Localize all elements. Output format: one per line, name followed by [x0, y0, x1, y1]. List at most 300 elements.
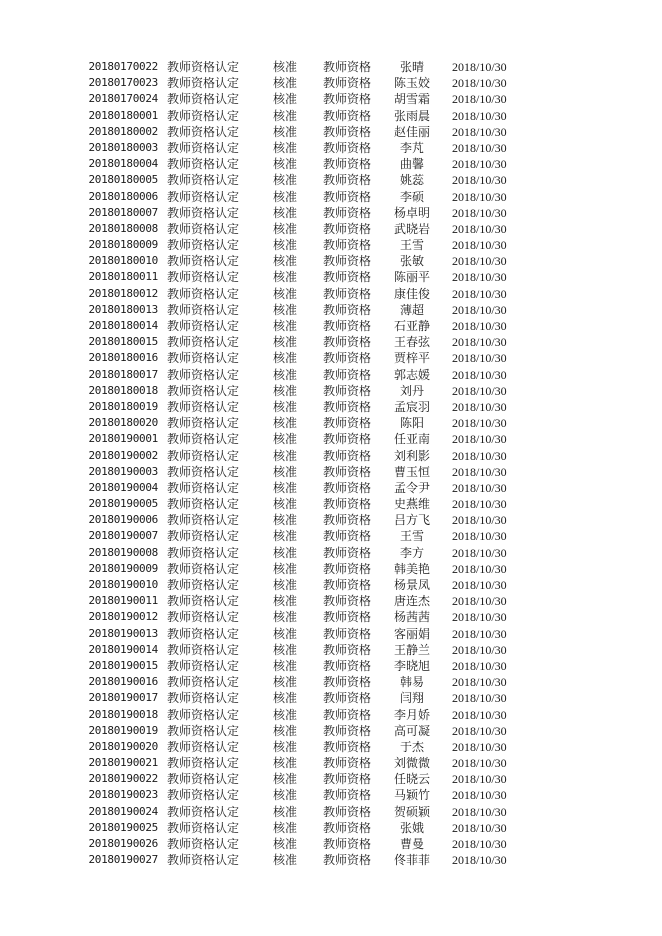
table-row: [0, 577, 662, 593]
matter-type-cell: 教师资格认定: [167, 60, 240, 74]
application-id-cell: 20180180004: [88, 157, 158, 171]
category-cell: 教师资格: [323, 60, 372, 74]
application-id-cell: 20180190002: [88, 448, 158, 462]
applicant-name-cell: 贾梓平: [393, 351, 430, 366]
date-cell: 2018/10/30: [452, 221, 507, 236]
applicant-name-cell: 曹曼: [399, 837, 424, 851]
table-row: [0, 415, 662, 431]
date-cell: 2018/10/30: [452, 529, 507, 544]
date-cell: 2018/10/30: [452, 723, 507, 738]
category-cell: 教师资格: [323, 205, 372, 220]
application-id-cell: 20180180015: [88, 335, 158, 349]
category-cell: 教师资格: [323, 658, 372, 673]
category-cell: 教师资格: [323, 286, 372, 301]
application-id-cell: 20180190023: [88, 788, 158, 802]
applicant-name-cell: 孟令尹: [393, 480, 430, 495]
result-cell: 核准: [273, 286, 298, 301]
category-cell: 教师资格: [323, 675, 372, 690]
application-id-cell: 20180190022: [88, 772, 158, 786]
table-row: [0, 480, 662, 496]
applicant-name-cell: 姚蕊: [399, 173, 424, 188]
result-cell: 核准: [273, 108, 298, 123]
applicant-name-cell: 刘利影: [393, 448, 430, 463]
applicant-name-cell: 高可凝: [393, 723, 430, 738]
table-row: [0, 836, 662, 852]
matter-type-cell: 教师资格认定: [167, 837, 240, 851]
category-cell: 教师资格: [323, 351, 372, 366]
application-id-cell: 20180180020: [88, 416, 158, 430]
application-id-cell: 20180190025: [88, 820, 158, 834]
table-row: [0, 399, 662, 415]
applicant-name-cell: 王静兰: [393, 642, 430, 657]
result-cell: 核准: [273, 513, 298, 528]
result-cell: 核准: [273, 788, 298, 803]
result-cell: 核准: [273, 480, 298, 495]
matter-type-cell: 教师资格认定: [167, 480, 240, 495]
application-id-cell: 20180190001: [88, 432, 158, 446]
applicant-name-cell: 陈玉姣: [393, 76, 430, 91]
category-cell: 教师资格: [323, 578, 372, 592]
result-cell: 核准: [273, 578, 298, 592]
applicant-name-cell: 张雨晨: [393, 108, 430, 123]
table-row: [0, 237, 662, 253]
category-cell: 教师资格: [323, 723, 372, 738]
category-cell: 教师资格: [323, 416, 372, 431]
matter-type-cell: 教师资格认定: [167, 626, 240, 641]
application-id-cell: 20180190014: [88, 642, 158, 656]
result-cell: 核准: [273, 76, 298, 91]
date-cell: 2018/10/30: [452, 626, 507, 641]
date-cell: 2018/10/30: [452, 642, 507, 657]
table-row: [0, 723, 662, 739]
category-cell: 教师资格: [323, 108, 372, 123]
application-id-cell: 20180190021: [88, 756, 158, 770]
result-cell: 核准: [273, 594, 298, 609]
table-row: [0, 269, 662, 285]
table-row: [0, 221, 662, 237]
table-row: [0, 561, 662, 577]
category-cell: 教师资格: [323, 610, 372, 625]
applicant-name-cell: 张敏: [399, 254, 424, 269]
result-cell: 核准: [273, 60, 298, 74]
matter-type-cell: 教师资格认定: [167, 642, 240, 657]
applicant-name-cell: 郭志媛: [393, 367, 430, 382]
applicant-name-cell: 武晓岩: [393, 221, 430, 236]
category-cell: 教师资格: [323, 76, 372, 91]
date-cell: 2018/10/30: [452, 302, 507, 317]
application-id-cell: 20180190020: [88, 739, 158, 753]
result-cell: 核准: [273, 335, 298, 350]
result-cell: 核准: [273, 529, 298, 544]
result-cell: 核准: [273, 820, 298, 835]
matter-type-cell: 教师资格认定: [167, 416, 240, 431]
applicant-name-cell: 曹玉恒: [393, 464, 430, 479]
matter-type-cell: 教师资格认定: [167, 173, 240, 188]
table-row: [0, 108, 662, 124]
table-row: [0, 626, 662, 642]
date-cell: 2018/10/30: [452, 60, 507, 74]
category-cell: 教师资格: [323, 804, 372, 819]
date-cell: 2018/10/30: [452, 254, 507, 269]
application-id-cell: 20180190010: [88, 578, 158, 591]
applicant-name-cell: 胡雪霜: [393, 92, 430, 107]
table-row: [0, 172, 662, 188]
date-cell: 2018/10/30: [452, 853, 507, 868]
table-row: [0, 755, 662, 771]
application-id-cell: 20180180009: [88, 238, 158, 252]
applicant-name-cell: 马颖竹: [393, 788, 430, 803]
table-row: [0, 593, 662, 609]
date-cell: 2018/10/30: [452, 140, 507, 155]
applicant-name-cell: 李晓旭: [393, 658, 430, 673]
result-cell: 核准: [273, 739, 298, 754]
category-cell: 教师资格: [323, 739, 372, 754]
date-cell: 2018/10/30: [452, 610, 507, 625]
application-id-cell: 20180180005: [88, 173, 158, 187]
matter-type-cell: 教师资格认定: [167, 707, 240, 722]
application-id-cell: 20180180019: [88, 399, 158, 413]
matter-type-cell: 教师资格认定: [167, 464, 240, 479]
result-cell: 核准: [273, 173, 298, 188]
applicant-name-cell: 康佳俊: [393, 286, 430, 301]
date-cell: 2018/10/30: [452, 594, 507, 609]
result-cell: 核准: [273, 399, 298, 414]
matter-type-cell: 教师资格认定: [167, 351, 240, 366]
result-cell: 核准: [273, 610, 298, 625]
table-row: [0, 253, 662, 269]
applicant-name-cell: 曲馨: [399, 157, 424, 172]
matter-type-cell: 教师资格认定: [167, 286, 240, 301]
matter-type-cell: 教师资格认定: [167, 238, 240, 253]
matter-type-cell: 教师资格认定: [167, 756, 240, 771]
category-cell: 教师资格: [323, 319, 372, 333]
table-row: [0, 771, 662, 787]
date-cell: 2018/10/30: [452, 464, 507, 479]
matter-type-cell: 教师资格认定: [167, 319, 240, 333]
result-cell: 核准: [273, 140, 298, 155]
applicant-name-cell: 任晓云: [393, 772, 430, 787]
matter-type-cell: 教师资格认定: [167, 529, 240, 544]
category-cell: 教师资格: [323, 626, 372, 641]
applicant-name-cell: 陈丽平: [393, 270, 430, 285]
result-cell: 核准: [273, 561, 298, 576]
result-cell: 核准: [273, 626, 298, 641]
matter-type-cell: 教师资格认定: [167, 497, 240, 512]
result-cell: 核准: [273, 691, 298, 706]
table-row: [0, 545, 662, 561]
result-cell: 核准: [273, 464, 298, 479]
result-cell: 核准: [273, 432, 298, 447]
matter-type-cell: 教师资格认定: [167, 76, 240, 91]
applicant-name-cell: 赵佳丽: [393, 124, 430, 139]
matter-type-cell: 教师资格认定: [167, 788, 240, 803]
matter-type-cell: 教师资格认定: [167, 658, 240, 673]
date-cell: 2018/10/30: [452, 707, 507, 722]
result-cell: 核准: [273, 383, 298, 398]
matter-type-cell: 教师资格认定: [167, 691, 240, 706]
date-cell: 2018/10/30: [452, 319, 507, 333]
matter-type-cell: 教师资格认定: [167, 578, 240, 592]
result-cell: 核准: [273, 837, 298, 851]
matter-type-cell: 教师资格认定: [167, 820, 240, 835]
category-cell: 教师资格: [323, 561, 372, 576]
application-id-cell: 20180180002: [88, 124, 158, 138]
matter-type-cell: 教师资格认定: [167, 594, 240, 609]
category-cell: 教师资格: [323, 270, 372, 285]
application-id-cell: 20180190024: [88, 804, 158, 818]
category-cell: 教师资格: [323, 367, 372, 382]
matter-type-cell: 教师资格认定: [167, 723, 240, 738]
applicant-name-cell: 贺硕颖: [393, 804, 430, 819]
category-cell: 教师资格: [323, 254, 372, 269]
application-id-cell: 20180180012: [88, 286, 158, 300]
table-row: [0, 496, 662, 512]
applicant-name-cell: 李方: [399, 545, 424, 560]
application-id-cell: 20180190006: [88, 513, 158, 527]
application-id-cell: 20180180013: [88, 302, 158, 316]
application-id-cell: 20180180014: [88, 319, 158, 332]
date-cell: 2018/10/30: [452, 497, 507, 512]
result-cell: 核准: [273, 545, 298, 560]
category-cell: 教师资格: [323, 594, 372, 609]
matter-type-cell: 教师资格认定: [167, 367, 240, 382]
category-cell: 教师资格: [323, 545, 372, 560]
result-cell: 核准: [273, 497, 298, 512]
applicant-name-cell: 孟宸羽: [393, 399, 430, 414]
date-cell: 2018/10/30: [452, 561, 507, 576]
result-cell: 核准: [273, 221, 298, 236]
result-cell: 核准: [273, 319, 298, 333]
table-row: [0, 609, 662, 625]
result-cell: 核准: [273, 658, 298, 673]
matter-type-cell: 教师资格认定: [167, 448, 240, 463]
category-cell: 教师资格: [323, 335, 372, 350]
application-id-cell: 20180190016: [88, 675, 158, 689]
result-cell: 核准: [273, 707, 298, 722]
table-row: [0, 189, 662, 205]
category-cell: 教师资格: [323, 189, 372, 204]
category-cell: 教师资格: [323, 529, 372, 544]
application-id-cell: 20180190007: [88, 529, 158, 543]
matter-type-cell: 教师资格认定: [167, 675, 240, 690]
table-row: [0, 739, 662, 755]
matter-type-cell: 教师资格认定: [167, 739, 240, 754]
matter-type-cell: 教师资格认定: [167, 108, 240, 123]
application-id-cell: 20180190003: [88, 464, 158, 478]
table-row: [0, 852, 662, 868]
applicant-name-cell: 杨景凤: [393, 578, 430, 592]
application-id-cell: 20180170024: [88, 92, 158, 106]
applicant-name-cell: 张晴: [399, 60, 424, 74]
table-row: [0, 512, 662, 528]
applicant-name-cell: 陈阳: [399, 416, 424, 431]
date-cell: 2018/10/30: [452, 578, 507, 592]
category-cell: 教师资格: [323, 691, 372, 706]
table-row: [0, 464, 662, 480]
matter-type-cell: 教师资格认定: [167, 189, 240, 204]
application-id-cell: 20180180017: [88, 367, 158, 381]
applicant-name-cell: 薄超: [399, 302, 424, 317]
table-row: [0, 431, 662, 447]
matter-type-cell: 教师资格认定: [167, 610, 240, 625]
application-id-cell: 20180180011: [88, 270, 158, 284]
table-row: [0, 156, 662, 172]
category-cell: 教师资格: [323, 772, 372, 787]
table-row: [0, 383, 662, 399]
table-row: [0, 318, 662, 334]
applicant-name-cell: 任亚南: [393, 432, 430, 447]
application-id-cell: 20180170023: [88, 76, 158, 90]
date-cell: 2018/10/30: [452, 804, 507, 819]
application-id-cell: 20180190005: [88, 497, 158, 511]
matter-type-cell: 教师资格认定: [167, 804, 240, 819]
category-cell: 教师资格: [323, 383, 372, 398]
application-id-cell: 20180190013: [88, 626, 158, 640]
result-cell: 核准: [273, 124, 298, 139]
category-cell: 教师资格: [323, 480, 372, 495]
date-cell: 2018/10/30: [452, 691, 507, 706]
matter-type-cell: 教师资格认定: [167, 399, 240, 414]
date-cell: 2018/10/30: [452, 367, 507, 382]
applicant-name-cell: 王春弦: [393, 335, 430, 350]
application-id-cell: 20180190026: [88, 837, 158, 850]
result-cell: 核准: [273, 675, 298, 690]
application-id-cell: 20180190015: [88, 658, 158, 672]
table-row: [0, 820, 662, 836]
category-cell: 教师资格: [323, 238, 372, 253]
result-cell: 核准: [273, 367, 298, 382]
application-id-cell: 20180190027: [88, 853, 158, 867]
matter-type-cell: 教师资格认定: [167, 545, 240, 560]
category-cell: 教师资格: [323, 788, 372, 803]
table-row: [0, 690, 662, 706]
applicant-name-cell: 王雪: [399, 529, 424, 544]
table-row: [0, 528, 662, 544]
result-cell: 核准: [273, 270, 298, 285]
category-cell: 教师资格: [323, 497, 372, 512]
table-row: [0, 124, 662, 140]
table-row: [0, 804, 662, 820]
table-row: [0, 787, 662, 803]
date-cell: 2018/10/30: [452, 383, 507, 398]
date-cell: 2018/10/30: [452, 545, 507, 560]
date-cell: 2018/10/30: [452, 513, 507, 528]
result-cell: 核准: [273, 351, 298, 366]
date-cell: 2018/10/30: [452, 820, 507, 835]
category-cell: 教师资格: [323, 513, 372, 528]
date-cell: 2018/10/30: [452, 399, 507, 414]
date-cell: 2018/10/30: [452, 335, 507, 350]
applicant-name-cell: 石亚静: [393, 319, 430, 333]
matter-type-cell: 教师资格认定: [167, 205, 240, 220]
category-cell: 教师资格: [323, 756, 372, 771]
application-id-cell: 20180180016: [88, 351, 158, 365]
applicant-name-cell: 韩易: [399, 675, 424, 690]
applicant-name-cell: 刘微微: [393, 756, 430, 771]
category-cell: 教师资格: [323, 157, 372, 172]
application-id-cell: 20180180008: [88, 221, 158, 235]
category-cell: 教师资格: [323, 221, 372, 236]
category-cell: 教师资格: [323, 302, 372, 317]
applicant-name-cell: 王雪: [399, 238, 424, 253]
applicant-name-cell: 杨卓明: [393, 205, 430, 220]
matter-type-cell: 教师资格认定: [167, 302, 240, 317]
application-id-cell: 20180180018: [88, 383, 158, 397]
date-cell: 2018/10/30: [452, 238, 507, 253]
date-cell: 2018/10/30: [452, 108, 507, 123]
matter-type-cell: 教师资格认定: [167, 140, 240, 155]
applicant-name-cell: 杨茜茜: [393, 610, 430, 625]
matter-type-cell: 教师资格认定: [167, 772, 240, 787]
table-row: [0, 140, 662, 156]
application-id-cell: 20180190004: [88, 480, 158, 494]
category-cell: 教师资格: [323, 92, 372, 107]
category-cell: 教师资格: [323, 173, 372, 188]
result-cell: 核准: [273, 723, 298, 738]
application-id-cell: 20180180001: [88, 108, 158, 122]
date-cell: 2018/10/30: [452, 157, 507, 172]
date-cell: 2018/10/30: [452, 76, 507, 91]
table-row: [0, 448, 662, 464]
category-cell: 教师资格: [323, 853, 372, 868]
date-cell: 2018/10/30: [452, 739, 507, 754]
applicant-name-cell: 于杰: [399, 739, 424, 754]
result-cell: 核准: [273, 448, 298, 463]
table-row: [0, 658, 662, 674]
applicant-name-cell: 史燕维: [393, 497, 430, 512]
date-cell: 2018/10/30: [452, 205, 507, 220]
table-row: [0, 302, 662, 318]
application-id-cell: 20180190009: [88, 561, 158, 575]
table-row: [0, 59, 662, 75]
matter-type-cell: 教师资格认定: [167, 254, 240, 269]
date-cell: 2018/10/30: [452, 448, 507, 463]
table-row: [0, 334, 662, 350]
application-id-cell: 20180180007: [88, 205, 158, 219]
category-cell: 教师资格: [323, 642, 372, 657]
category-cell: 教师资格: [323, 140, 372, 155]
table-row: [0, 642, 662, 658]
result-cell: 核准: [273, 157, 298, 172]
result-cell: 核准: [273, 772, 298, 787]
application-id-cell: 20180180003: [88, 140, 158, 154]
category-cell: 教师资格: [323, 448, 372, 463]
application-id-cell: 20180190017: [88, 691, 158, 705]
date-cell: 2018/10/30: [452, 351, 507, 366]
table-row: [0, 674, 662, 690]
date-cell: 2018/10/30: [452, 173, 507, 188]
applicant-name-cell: 佟菲菲: [393, 853, 430, 868]
application-id-cell: 20180180010: [88, 254, 158, 268]
application-id-cell: 20180190008: [88, 545, 158, 559]
applicant-name-cell: 李硕: [399, 189, 424, 204]
date-cell: 2018/10/30: [452, 788, 507, 803]
result-cell: 核准: [273, 205, 298, 220]
applicant-name-cell: 张娥: [399, 820, 424, 835]
applicant-name-cell: 李月娇: [393, 707, 430, 722]
matter-type-cell: 教师资格认定: [167, 157, 240, 172]
result-cell: 核准: [273, 254, 298, 269]
applicant-name-cell: 吕方飞: [393, 513, 430, 528]
date-cell: 2018/10/30: [452, 480, 507, 495]
matter-type-cell: 教师资格认定: [167, 432, 240, 447]
applicant-name-cell: 闫翔: [399, 691, 424, 706]
result-cell: 核准: [273, 756, 298, 771]
result-cell: 核准: [273, 92, 298, 107]
matter-type-cell: 教师资格认定: [167, 221, 240, 236]
result-cell: 核准: [273, 642, 298, 657]
matter-type-cell: 教师资格认定: [167, 383, 240, 398]
